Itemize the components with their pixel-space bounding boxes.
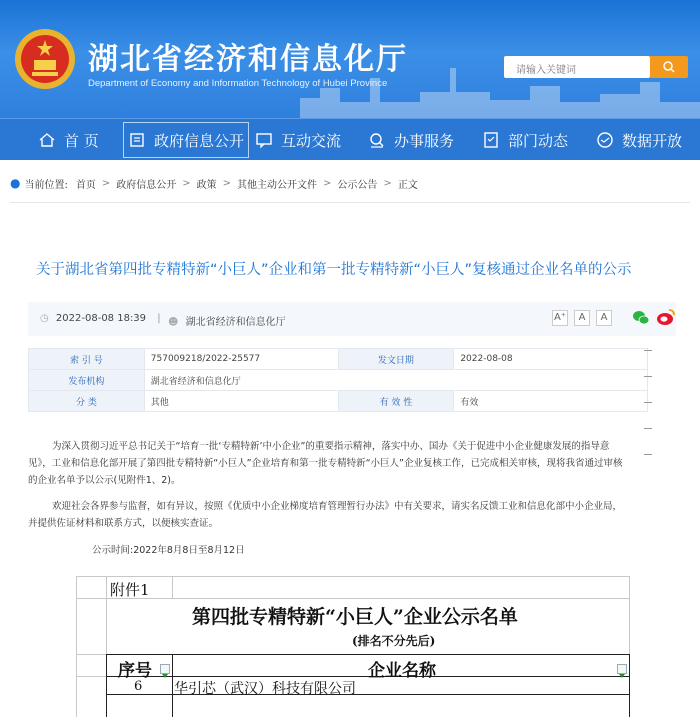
nav-item-interaction[interactable]: [255, 119, 341, 161]
issue-date-label: 发文日期: [338, 349, 454, 370]
search-input[interactable]: 请输入关键词: [504, 56, 650, 78]
search-button[interactable]: [650, 56, 688, 78]
breadcrumb-separator: >: [182, 177, 191, 189]
clock-icon: ◷: [40, 313, 49, 324]
body-paragraph: 为深入贯彻习近平总书记关于“培育一批‘专精特新’中小企业”的重要指示精神，落实中办、国办《关于促进中小企业健康发展的指导意见》，工业和信息化部开展了第四批专精特新“小巨人”企业培育和第一批专精特新“小巨人”企业复核工作，已完成相关审核，现将我省通过审核的企业名单予以公示(见附件1、2)。: [28, 441, 623, 486]
category-label: 分 类: [29, 391, 145, 412]
nav-label: 政府信息公开: [154, 131, 245, 150]
breadcrumb-announcements[interactable]: 公示公告: [337, 179, 378, 191]
nav-item-home[interactable]: [38, 119, 99, 161]
breadcrumb: [10, 172, 690, 194]
validity-label: 有 效 性: [338, 391, 454, 412]
wechat-share-icon[interactable]: [632, 310, 650, 326]
chevron-down-icon: [618, 672, 626, 680]
column-header-number: 序号: [118, 661, 152, 681]
nav-label: 办事服务: [394, 131, 455, 150]
category-value: 其他: [144, 391, 338, 412]
national-emblem-icon: [14, 28, 76, 90]
site-header: [0, 0, 700, 118]
chat-icon: [255, 131, 273, 149]
filter-dropdown-button[interactable]: [617, 664, 627, 674]
org-value: 湖北省经济和信息化厅: [144, 370, 647, 391]
divider: [644, 428, 652, 429]
publish-source-text: 湖北省经济和信息化厅: [185, 317, 286, 328]
breadcrumb-separator: >: [383, 177, 392, 189]
breadcrumb-policy[interactable]: 政策: [196, 179, 217, 191]
publish-date: [40, 313, 161, 324]
chevron-down-icon: [161, 672, 169, 680]
document-info-table: [28, 348, 648, 412]
meta-separator: |: [157, 313, 161, 324]
nav-item-services[interactable]: [368, 119, 454, 161]
divider: [644, 454, 652, 455]
document-icon: [128, 131, 146, 149]
filter-dropdown-button[interactable]: [160, 664, 170, 674]
body-paragraph: 欢迎社会各界参与监督，如有异议，按照《优质中小企业梯度培育管理暂行办法》中有关要求，请实名反馈工业和信息化部中小企业局，并提供佐证材料和联系方式，以便核实查证。: [28, 501, 623, 529]
home-icon: [38, 131, 56, 149]
attachment-spreadsheet-image: [76, 576, 630, 717]
divider: [644, 376, 652, 377]
nav-item-gov-info[interactable]: [123, 122, 249, 158]
user-icon: ☻: [168, 317, 179, 328]
nav-label: 互动交流: [281, 131, 342, 150]
location-pin-icon: ●: [10, 176, 21, 190]
font-size-large-button[interactable]: A⁺: [552, 310, 568, 326]
breadcrumb-other-files[interactable]: 其他主动公开文件: [237, 179, 318, 191]
row-number: 6: [134, 679, 143, 694]
divider: [644, 350, 652, 351]
article-title: 关于湖北省第四批专精特新“小巨人”企业和第一批专精特新“小巨人”复核通过企业名单的公示: [36, 262, 632, 278]
nav-label: 首 页: [64, 131, 99, 150]
breadcrumb-separator: >: [101, 177, 111, 189]
divider: [10, 202, 690, 203]
nav-label: 部门动态: [508, 131, 569, 150]
site-subtitle: Department of Economy and Information Technology of Hubei Province: [88, 78, 388, 89]
site-title: 湖北省经济和信息化厅: [88, 42, 408, 77]
breadcrumb-separator: >: [222, 177, 232, 189]
nav-item-news[interactable]: [482, 119, 568, 161]
font-size-small-button[interactable]: A: [596, 310, 612, 326]
font-size-medium-button[interactable]: A: [574, 310, 590, 326]
main-nav: [0, 118, 700, 160]
nav-label: 数据开放: [622, 131, 683, 150]
attachment-label: 附件1: [110, 581, 150, 599]
sheet-title: 第四批专精特新“小巨人”企业公示名单: [192, 606, 518, 628]
breadcrumb-current: 正文: [397, 179, 418, 191]
column-header-company: 企业名称: [368, 661, 436, 681]
search-icon: [650, 56, 688, 78]
news-icon: [482, 131, 500, 149]
breadcrumb-home[interactable]: 首页: [75, 179, 96, 191]
service-icon: [368, 131, 386, 149]
weibo-share-icon[interactable]: [656, 308, 676, 326]
index-label: 索 引 号: [29, 349, 145, 370]
breadcrumb-gov-info[interactable]: 政府信息公开: [116, 179, 177, 191]
publicity-period: 公示时间:2022年8月8日至8月12日: [92, 545, 245, 556]
publish-date-text: 2022-08-08 18:39: [55, 313, 147, 324]
divider: [644, 402, 652, 403]
company-name: 华引芯（武汉）科技有限公司: [174, 681, 356, 697]
index-value: 757009218/2022-25577: [144, 349, 338, 370]
article: [12, 210, 688, 562]
breadcrumb-prefix: 当前位置:: [24, 179, 68, 191]
issue-date-value: 2022-08-08: [454, 349, 648, 370]
sheet-subtitle: (排名不分先后): [352, 634, 436, 648]
breadcrumb-separator: >: [323, 177, 332, 189]
data-icon: [596, 131, 614, 149]
nav-item-open-data[interactable]: [596, 119, 682, 161]
article-meta-bar: [28, 302, 676, 336]
org-label: 发布机构: [29, 370, 145, 391]
publish-source: [168, 313, 286, 328]
validity-value: 有效: [454, 391, 648, 412]
